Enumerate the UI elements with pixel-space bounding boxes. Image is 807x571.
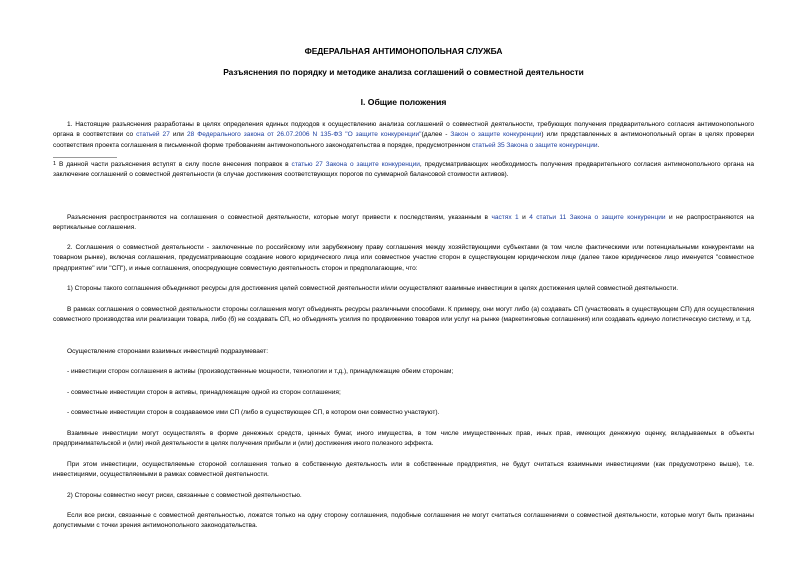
paragraph-9: 2) Стороны совместно несут риски, связанные с совместной деятельностью. xyxy=(67,492,302,499)
link-article-11[interactable]: 4 статьи 11 Закона о защите конкуренции xyxy=(529,214,666,221)
link-part-1[interactable]: частях 1 xyxy=(491,214,519,221)
footnote-text: , предусматривающих необходимость получения предварительного согласия антимонопольного органа на заключение соглашений о совместной деятельности (в случае достижения соответствующих порогов по суммарной балансовой стоимости активов). xyxy=(53,161,754,179)
paragraph-1 xyxy=(53,120,754,151)
footnote-divider xyxy=(53,157,117,158)
paragraph-7: Взаимные инвестиции могут осуществлять в форме денежных средств, ценных бумаг, иного имущества, в том числе имущественных прав, иных прав, имеющих денежную оценку, вкладываемых в объекты предпринимательской и (или) иной деятельности в целях получения прибыли и (или) достижения иного полезного эффекта. xyxy=(53,430,754,448)
footnote xyxy=(53,159,754,181)
list-item: - совместные инвестиции сторон в активы, принадлежащие одной из сторон соглашения; xyxy=(67,389,341,396)
paragraph-5: В рамках соглашения о совместной деятельности стороны соглашения могут объединять ресурсы различными способами. К примеру, они могут либо (а) создавать СП (участвовать в существующем СП) для осуществления совместного производства или реализации товара, либо (б) не создавать СП, но объединять усилия по продвижению товаров или услуг на рынке (маркетинговые соглашения) или создавать единую логистическую систему, и т.д. xyxy=(53,306,754,324)
paragraph-text: и не распространяются на вертикальные соглашения. xyxy=(53,214,755,232)
paragraph-10: Если все риски, связанные с совместной деятельностью, ложатся только на одну сторону соглашения, подобные соглашения не могут считаться соглашениями о совместной деятельности, которые могут быть признаны допустимыми с точки зрения антимонопольного законодательства. xyxy=(53,512,754,530)
paragraph-4: 1) Стороны такого соглашения объединяют ресурсы для достижения целей совместной деятельности и/или осуществляют взаимные инвестиции в целях достижения целей совместной деятельности. xyxy=(67,285,679,292)
paragraph-8: При этом инвестиции, осуществляемые стороной соглашения только в собственную деятельность или в собственные предприятия, не будут считаться взаимными инвестициями (как предусмотрено выше), т.е. инвестициями, осуществляемыми в рамках совместной деятельности. xyxy=(53,461,754,479)
link-article-35[interactable]: статьей 35 Закона о защите конкуренции xyxy=(472,141,598,149)
link-article-27-footnote[interactable]: статью 27 Закона о защите конкуренции xyxy=(291,161,420,168)
paragraph-text: ) или представленных в антимонопольный орган в целях проверки соответствия проекта соглашения в письменной форме требованиям антимонопольного законодательства в порядке, предусмотренном xyxy=(53,131,755,149)
list-item: - инвестиции сторон соглашения в активы (производственные мощности, технологии и т.д.), принадлежащие обеим сторонам; xyxy=(67,368,454,375)
document-subtitle: Разъяснения по порядку и методике анализа соглашений о совместной деятельности xyxy=(223,67,584,77)
paragraph-text: 1. Настоящие разъяснения разработаны в целях определения единых подходов к осуществлению анализа соглашений о совместной деятельности, требующих получения предварительного согласия антимонопольного органа в соответствии со xyxy=(53,121,754,139)
link-article-27[interactable]: статьей 27 xyxy=(136,131,170,139)
paragraph-2 xyxy=(53,213,754,234)
list-item: - совместные инвестиции сторон в создаваемое ими СП (либо в существующее СП, в котором они совместно участвуют). xyxy=(67,409,440,416)
footnote-mark: 1 xyxy=(53,161,57,167)
footnote-text: В данной части разъяснения вступят в силу после внесения поправок в xyxy=(58,161,292,168)
paragraph-text: . xyxy=(597,141,600,149)
link-federal-law[interactable]: 28 Федерального закона от 26.07.2006 N 135-ФЗ "О защите конкуренции" xyxy=(186,131,422,139)
paragraph-text: или xyxy=(169,131,187,139)
paragraph-3: 2. Соглашения о совместной деятельности - заключенные по российскому или зарубежному праву соглашения между хозяйствующими субъектами (в том числе фактическими или потенциальными конкурентами на товарном рынке), включая соглашения, предусматривающие создание нового юридического лица или совместное участие сторон в существующем юридическом лице (далее такое юридическое лицо именуется "совместное предприятие" или "СП"), и иные соглашения, опосредующие совместную деятельность сторон и предполагающие, что: xyxy=(53,244,754,272)
paragraph-text: (далее - xyxy=(421,131,451,139)
paragraph-text: и xyxy=(518,214,530,221)
link-competition-law[interactable]: Закон о защите конкуренции xyxy=(450,131,542,139)
section-heading: I. Общие положения xyxy=(360,97,447,107)
document-title: ФЕДЕРАЛЬНАЯ АНТИМОНОПОЛЬНАЯ СЛУЖБА xyxy=(304,46,503,56)
paragraph-text: Разъяснения распространяются на соглашения о совместной деятельности, которые могут привести к последствиям, указанным в xyxy=(67,214,492,221)
paragraph-6: Осуществление сторонами взаимных инвестиций подразумевает: xyxy=(67,348,269,355)
